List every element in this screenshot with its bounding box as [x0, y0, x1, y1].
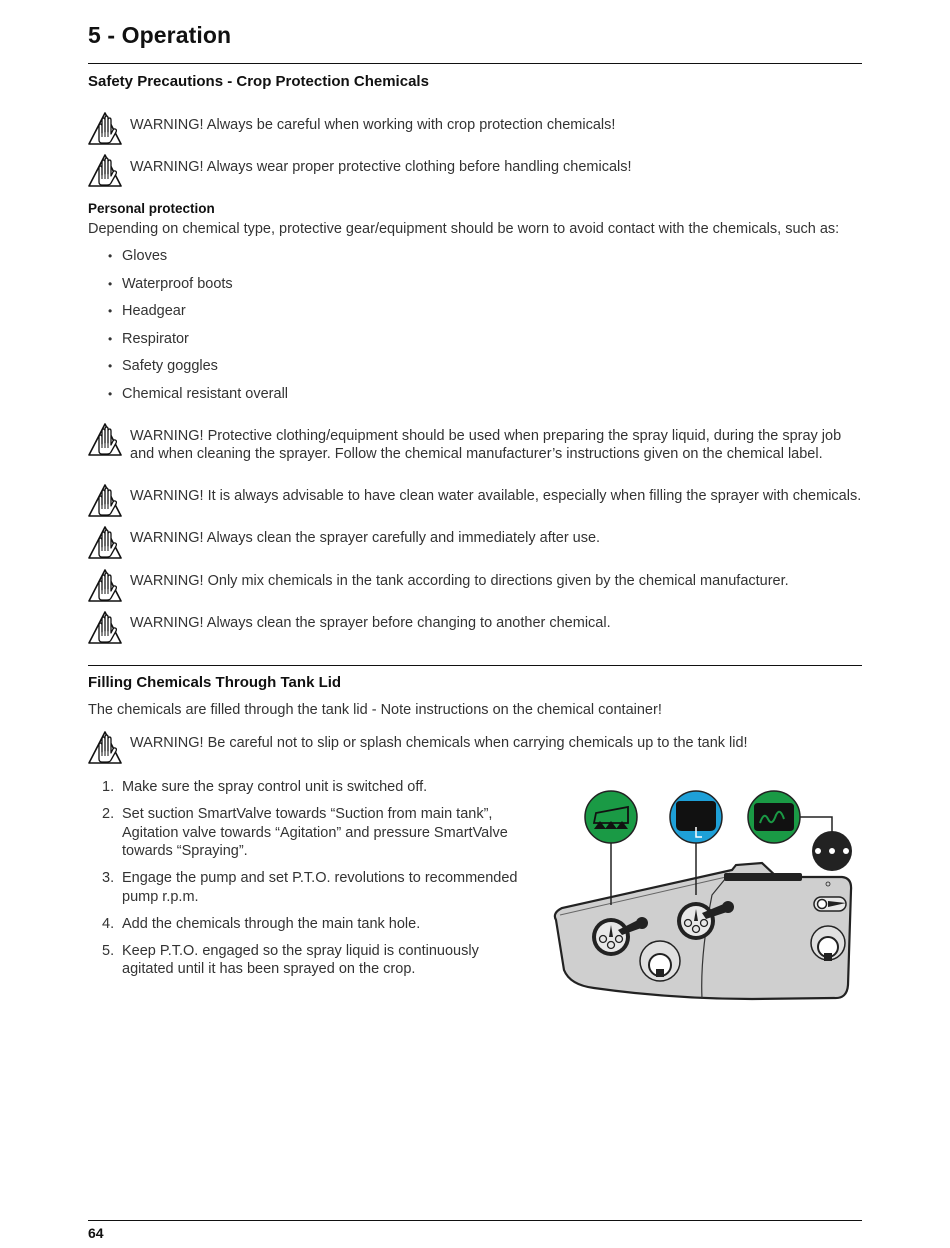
list-item: • Respirator — [108, 328, 288, 356]
personal-protection-heading: Personal protection — [88, 201, 215, 216]
hand-warning-icon — [88, 731, 122, 765]
section-rule — [88, 665, 862, 666]
list-item — [100, 805, 530, 861]
list-item — [100, 942, 530, 979]
hand-warning-icon — [88, 526, 122, 560]
warning-text: WARNING! Always be careful when working with crop protection chemicals! — [130, 117, 616, 133]
step-text: Add the chemicals through the main tank hole. — [122, 915, 421, 932]
fill-coupling — [640, 941, 680, 981]
footer-rule — [88, 1220, 862, 1221]
section-title-filling: Filling Chemicals Through Tank Lid — [88, 674, 342, 691]
step-text: Set suction SmartValve towards “Suction from main tank”, Agitation valve towards “Agitation” and pressure SmartValve towards “Spraying”. — [122, 806, 508, 859]
step-text: Make sure the spray control unit is switched off. — [122, 779, 428, 795]
warning-text: WARNING! Always clean the sprayer before changing to another chemical. — [130, 615, 611, 631]
page-number: 64 — [88, 1225, 104, 1241]
hand-warning-icon — [88, 484, 122, 518]
list-item: • Chemical resistant overall — [108, 383, 288, 411]
list-item: • Waterproof boots — [108, 273, 288, 301]
list-item: • Safety goggles — [108, 355, 288, 383]
personal-protection-intro: Depending on chemical type, protective gear/equipment should be worn to avoid contact with the chemicals, such as: — [88, 221, 840, 237]
list-item — [100, 869, 530, 906]
step-number: 3. — [102, 870, 115, 886]
warning-text: WARNING! Be careful not to slip or splash chemicals when carrying chemicals up to the tank lid! — [130, 735, 748, 751]
hand-warning-icon — [88, 569, 122, 603]
list-item — [100, 778, 530, 797]
list-item: • Gloves — [108, 245, 288, 273]
step-number: 2. — [102, 806, 115, 822]
header-rule — [88, 63, 862, 64]
warning-text: WARNING! It is always advisable to have clean water available, especially when filling the sprayer with chemicals. — [130, 488, 862, 504]
valve-panel-diagram — [552, 785, 864, 1005]
step-text: Keep P.T.O. engaged so the spray liquid is continuously agitated until it has been sprayed on the crop. — [122, 942, 479, 977]
hand-warning-icon — [88, 423, 122, 457]
filling-steps — [100, 778, 530, 987]
protection-list — [108, 245, 288, 410]
step-number: 5. — [102, 942, 115, 959]
section-title-safety: Safety Precautions - Crop Protection Chemicals — [88, 73, 429, 90]
list-item: • Headgear — [108, 300, 288, 328]
boom-spray-icon — [585, 791, 637, 843]
hand-warning-icon — [88, 611, 122, 645]
warning-text: WARNING! Protective clothing/equipment should be used when preparing the spray liquid, during the spray job and when cleaning the sprayer. Follow the chemical manufacturer’s instructions given on the chemical label. — [130, 428, 842, 462]
right-coupling — [811, 926, 845, 961]
warning-text: WARNING! Always clean the sprayer carefully and immediately after use. — [130, 530, 601, 546]
filling-intro: The chemicals are filled through the tank lid - Note instructions on the chemical container! — [88, 702, 662, 718]
step-text: Engage the pump and set P.T.O. revolutions to recommended pump r.p.m. — [122, 870, 518, 905]
list-item — [100, 915, 530, 934]
hand-warning-icon — [88, 154, 122, 188]
step-number: 4. — [102, 915, 115, 932]
chapter-title: 5 - Operation — [88, 22, 232, 48]
hand-warning-icon — [88, 112, 122, 146]
step-number: 1. — [102, 779, 115, 795]
warning-text: WARNING! Always wear proper protective clothing before handling chemicals! — [130, 159, 632, 175]
warning-text: WARNING! Only mix chemicals in the tank according to directions given by the chemical manufacturer. — [130, 573, 789, 589]
